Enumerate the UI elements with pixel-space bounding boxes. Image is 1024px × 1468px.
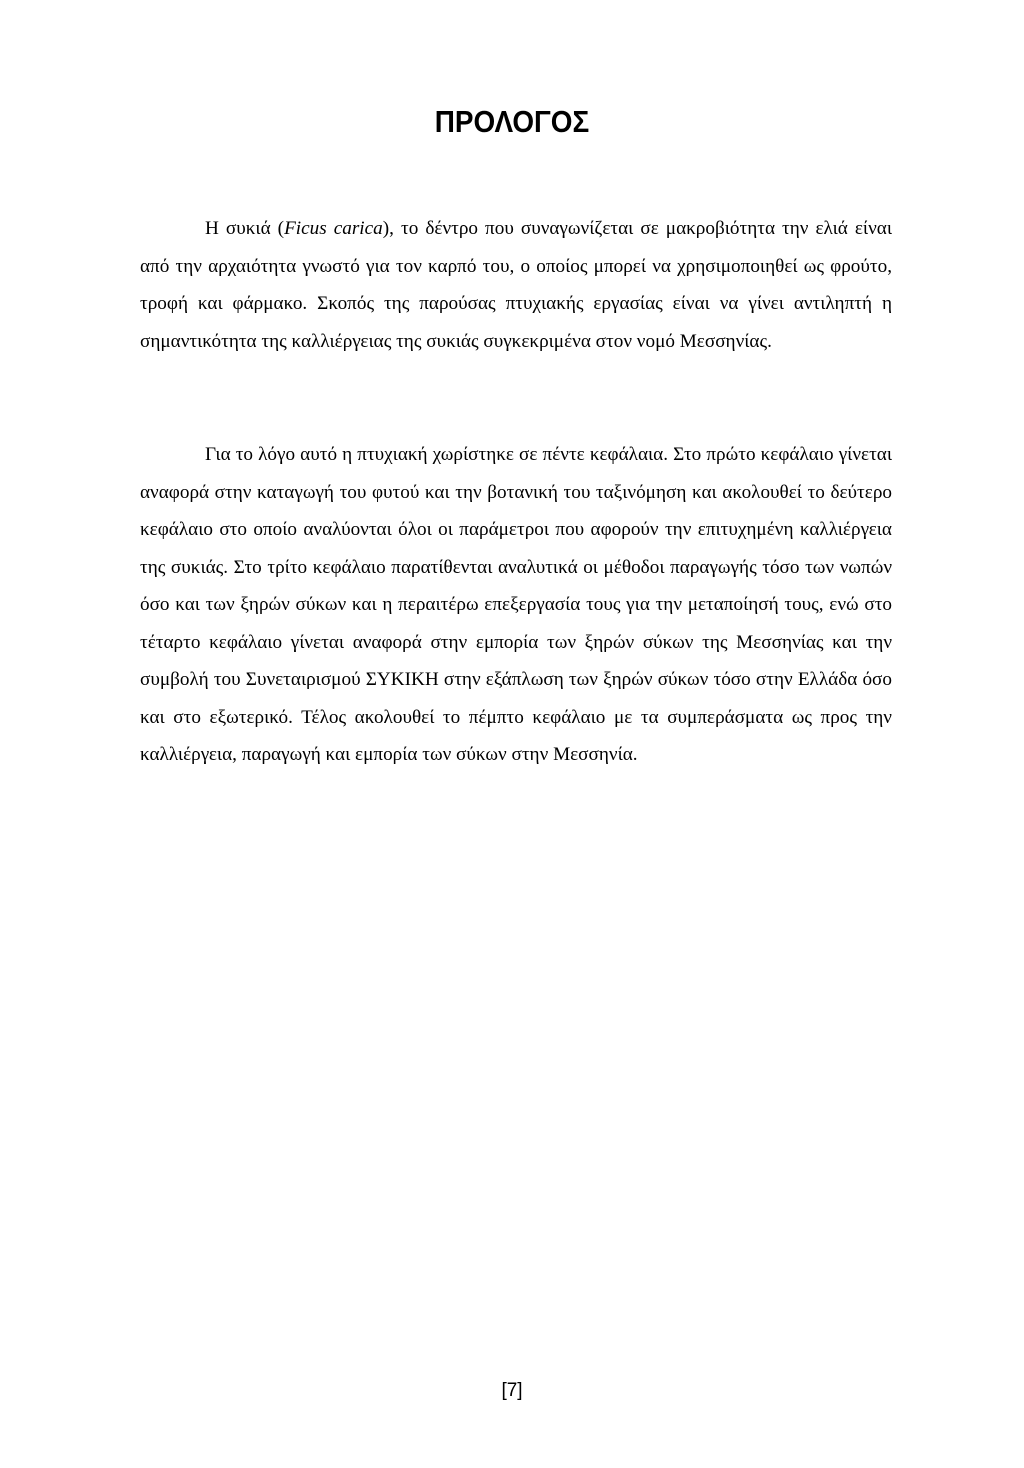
page-title: ΠΡΟΛΟΓΟΣ	[434, 104, 590, 139]
latin-name: Ficus carica	[284, 218, 383, 239]
page-number: [7]	[501, 1380, 523, 1401]
paragraph-intro	[140, 210, 892, 360]
paragraph-intro-start: Η συκιά (	[205, 218, 285, 239]
paragraph-intro-rest: ), το δέντρο που συναγωνίζεται σε μακροβιότητα την ελιά είναι από την αρχαιότητα γνωστό για τον καρπό του, ο οποίος μπορεί να χρησιμοποιηθεί ως φρούτο, τροφή και φάρμακο. Σκοπός της παρούσας πτυχιακής εργασίας είναι να γίνει αντιληπτή η σημαντικότητα της καλλιέργειας της συκιάς συγκεκριμένα στον νομό Μεσσηνίας.	[140, 218, 892, 352]
paragraph-chapters: Για το λόγο αυτό η πτυχιακή χωρίστηκε σε πέντε κεφάλαια. Στο πρώτο κεφάλαιο γίνεται αναφορά στην καταγωγή του φυτού και την βοτανική του ταξινόμηση και ακολουθεί το δεύτερο κεφάλαιο στο οποίο αναλύονται όλοι οι παράμετροι που αφορούν την επιτυχημένη καλλιέργεια της συκιάς. Στο τρίτο κεφάλαιο παρατίθενται αναλυτικά οι μέθοδοι παραγωγής τόσο των νωπών όσο και των ξηρών σύκων και η περαιτέρω επεξεργασία τους για την μεταποίησή τους, ενώ στο τέταρτο κεφάλαιο γίνεται αναφορά στην εμπορία των ξηρών σύκων της Μεσσηνίας και την συμβολή του Συνεταιρισμού ΣΥΚΙΚΗ στην εξάπλωση των ξηρών σύκων τόσο στην Ελλάδα όσο και στο εξωτερικό. Τέλος ακολουθεί το πέμπτο κεφάλαιο με τα συμπεράσματα ως προς την καλλιέργεια, παραγωγή και εμπορία των σύκων στην Μεσσηνία.	[140, 444, 892, 765]
